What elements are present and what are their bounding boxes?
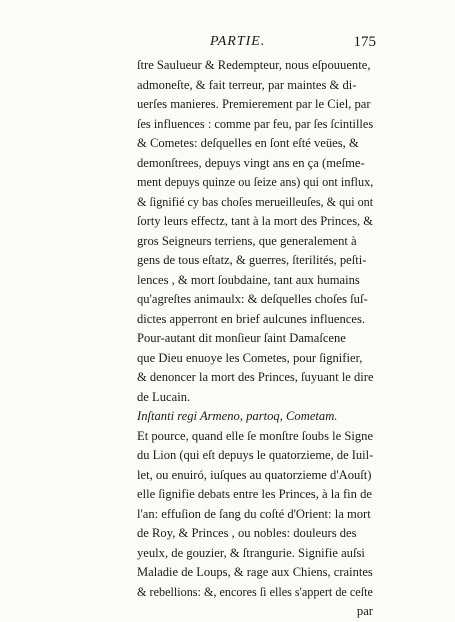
text-line: Maladie de Loups, & rage aux Chiens, craintes	[137, 565, 373, 579]
text-line: lences , & mort ſoubdaine, tant aux humains	[137, 272, 360, 287]
text-line: que Dieu enuoye les Cometes, pour ſignifier,	[137, 350, 363, 365]
text-line: & denoncer la mort des Princes, ſuyuant le dire	[137, 370, 374, 384]
text-line: & Cometes: deſquelles en ſont eſté veües, &	[137, 136, 359, 150]
text-line: & rebellions: &, encores ſi elles s'appert de ceſte	[137, 584, 373, 599]
text-line: de Lucain.	[137, 389, 191, 404]
text-line: demonſtrees, depuys vingt ans en ça (meſme-	[137, 155, 365, 170]
text-line: let, ou enuiró, iuſques au quatorzieme d'Aouſt)	[137, 467, 372, 482]
catchword: par	[356, 604, 373, 618]
text-line: & ſignifié cy bas choſes merueilleuſes, & qui ont	[137, 194, 374, 209]
page-header	[210, 34, 376, 50]
text-line: ſes influences : comme par feu, par ſes ſcintilles	[137, 116, 374, 131]
text-line: elle ſignifie debats entre les Princes, à la fin de	[137, 487, 372, 501]
text-line: uerſes manieres. Premierement par le Ciel, par	[137, 97, 371, 111]
text-line: dictes apperront en brief aulcunes influences.	[137, 311, 365, 326]
text-line: yeulx, de gouzier, & ſtrangurie. Signifie auſsi	[137, 545, 365, 560]
text-line: qu'agreſtes animaulx: & deſquelles choſes ſuſ-	[137, 292, 368, 306]
running-head: PARTIE.	[210, 34, 266, 49]
text-line: gens de tous eſtatz, & guerres, ſterilités, peſti-	[137, 253, 367, 267]
text-line: Et pource, quand elle ſe monſtre ſoubs le Signe	[137, 428, 374, 443]
text-line: ſorty leurs effectz, tant à la mort des Princes, &	[137, 214, 374, 228]
text-line: Pour-autant dit monſieur ſaint Damaſcene	[137, 331, 346, 345]
text-line: de Roy, & Princes , ou nobles: douleurs des	[137, 526, 357, 540]
body-text	[137, 56, 373, 622]
text-line: du Lion (qui eſt depuys le quatorzieme, de Iuil-	[137, 448, 374, 462]
text-line: ſtre Saulueur & Redempteur, nous eſpouuente,	[137, 58, 371, 72]
text-line: admoneſte, & fait terreur, par maintes & di-	[137, 77, 357, 92]
text-line: gros Seigneurs terriens, que generalement à	[137, 233, 357, 248]
page-number: 175	[353, 34, 376, 50]
text-line: l'an: effuſion de ſang du coſté d'Orient: la mort	[137, 506, 371, 521]
latin-quotation: Inſtanti regi Armeno, partoq, Cometam.	[137, 409, 338, 423]
text-line: ment depuys quinze ou ſeize ans) qui ont influx,	[137, 175, 374, 189]
